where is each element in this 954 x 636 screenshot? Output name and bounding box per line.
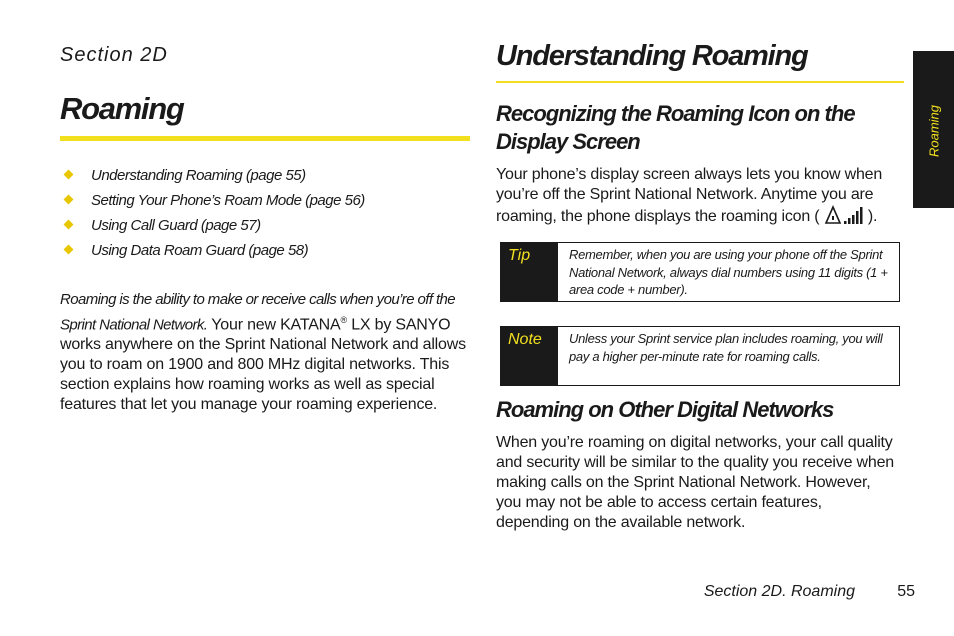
intro-text-continued: LX by SANYO works anywhere on the Sprint National Network and allows you to roam on 1900 and 800 MHz digital networks. This section explains how roaming works as well as special features that let you manage your roaming experience. [60,316,466,414]
toc-item-label: Using Data Roam Guard (page 58) [91,242,309,259]
paragraph-text: Your phone’s display screen always lets you know when you’re off the Sprint National Network. Anytime you are roaming, the phone displays the roaming icon ( [496,166,883,225]
subheading-recognizing-icon: Recognizing the Roaming Icon on the Display Screen [496,101,855,154]
intro-text: Your new KATANA [207,316,341,334]
toc-item-label: Understanding Roaming (page 55) [91,167,306,184]
tip-text: Remember, when you are using your phone off the Sprint National Network, always dial numbers using 11 digits (1 + area code + number). [569,247,888,297]
list-item [60,217,470,242]
diamond-bullet-icon [64,220,74,230]
paragraph-text-end: ). [863,208,878,225]
diamond-bullet-icon [64,195,74,205]
tip-callout [500,242,900,302]
section-heading: Understanding Roaming [496,40,808,72]
toc-item-label: Using Call Guard (page 57) [91,217,261,234]
page-title: Roaming [60,91,184,126]
page-number: 55 [897,583,915,600]
chapter-side-tab [913,51,954,208]
footer-section: Section 2D. Roaming [703,583,855,600]
note-callout [500,326,900,386]
diamond-bullet-icon [64,170,74,180]
subheading-other-networks: Roaming on Other Digital Networks [496,397,834,422]
list-item [60,242,470,267]
tip-label: Tip [501,243,558,301]
section-label: Section 2D [60,44,168,66]
list-item [60,167,470,192]
side-tab-label: Roaming [926,104,942,158]
roaming-signal-icon [824,205,864,225]
paragraph-other-networks: When you’re roaming on digital networks, your call quality and security will be similar to the quality you receive when making calls on the Sprint National Network. However, you may not be able to access certain features, depending on the available network. [496,434,894,531]
note-label: Note [501,327,558,385]
registered-mark: ® [340,315,347,325]
heading-underline [496,81,904,83]
note-text: Unless your Sprint service plan includes roaming, you will pay a higher per-minute rate for roaming calls. [569,331,883,364]
paragraph-roaming-icon [496,165,904,227]
title-underline [60,136,470,141]
section-contents-list [60,167,470,267]
diamond-bullet-icon [64,245,74,255]
list-item [60,192,470,217]
toc-item-label: Setting Your Phone’s Roam Mode (page 56) [91,192,365,209]
intro-lead: Roaming is the ability to make or receive calls when you’re off the Sprint National Network. [60,291,456,334]
intro-paragraph [60,290,470,415]
right-column [496,40,904,531]
left-column [60,44,470,415]
